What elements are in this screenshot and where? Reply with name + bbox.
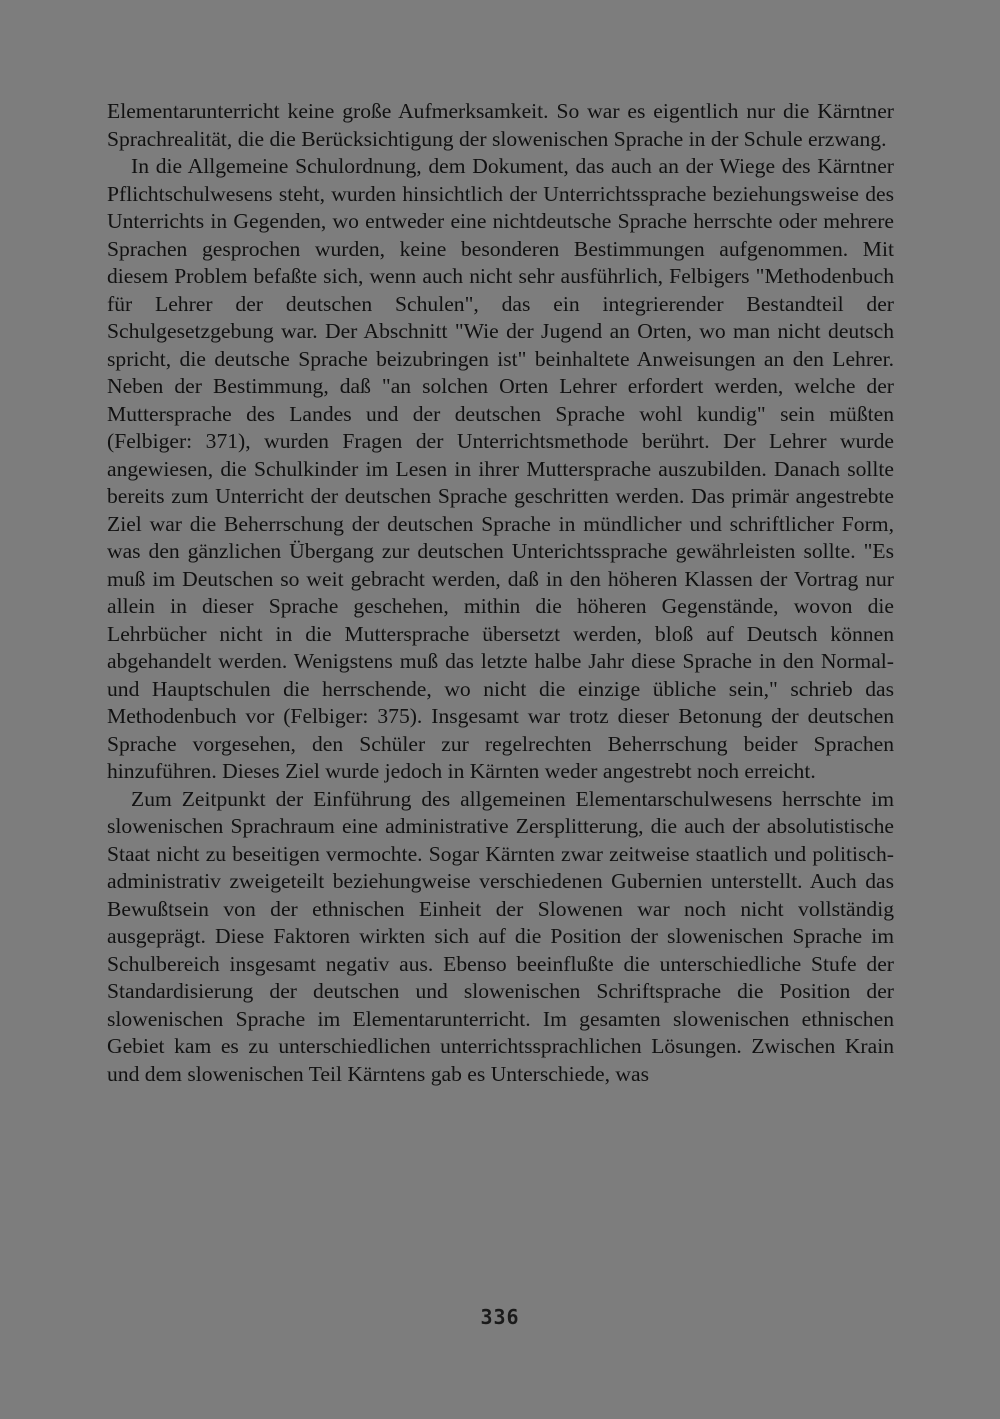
paragraph-continuation: Elementarunterricht keine große Aufmerksamkeit. So war es eigentlich nur die Kärntner Sprachrealität, die die Berücksichtigung der slowenischen Sprache in der Schule erzwang. [107,99,894,151]
page-number: 336 [480,1305,520,1329]
body-text [107,98,894,1088]
paragraph-zeitpunkt: Zum Zeitpunkt der Einführung des allgemeinen Elementarschulwesens herrschte im slowenischen Sprachraum eine administrative Zersplitterung, die auch der absolutistische Staat nicht zu beseitigen vermochte. Sogar Kärnten zwar zeitweise staatlich und politisch-administrativ zweigeteilt beziehungweise verschiedenen Gubernien unterstellt. Auch das Bewußtsein von der ethnischen Einheit der Slowenen war noch nicht vollständig ausgeprägt. Diese Faktoren wirkten sich auf die Position der slowenischen Sprache im Schulbereich insgesamt negativ aus. Ebenso beeinflußte die unterschiedliche Stufe der Standardisierung der deutschen und slowenischen Schriftsprache die Position der slowenischen Sprache im Elementarunterricht. Im gesamten slowenischen ethnischen Gebiet kam es zu unterschiedlichen unterrichtssprachlichen Lösungen. Zwischen Krain und dem slowenischen Teil Kärntens gab es Unterschiede, was [107,786,894,1086]
paragraph-schulordnung: In die Allgemeine Schulordnung, dem Dokument, das auch an der Wiege des Kärntner Pflichtschulwesens steht, wurden hinsichtlich der Unterrichtssprache beziehungsweise des Unterrichts in Gegenden, wo entweder eine nichtdeutsche Sprache herrschte oder mehrere Sprachen gesprochen wurden, keine besonderen Bestimmungen aufgenommen. Mit diesem Problem befaßte sich, wenn auch nicht sehr ausführlich, Felbigers "Methodenbuch für Lehrer der deutschen Schulen", das ein integrierender Bestandteil der Schulgesetzgebung war. Der Abschnitt "Wie der Jugend an Orten, wo man nicht deutsch spricht, die deutsche Sprache beizubringen ist" beinhaltete Anweisungen an den Lehrer. Neben der Bestimmung, daß "an solchen Orten Lehrer erfordert werden, welche der Muttersprache des Landes und der deutschen Sprache wohl kundig" sein müßten (Felbiger: 371), wurden Fragen der Unterrichtsmethode berührt. Der Lehrer wurde angewiesen, die Schulkinder im Lesen in ihrer Muttersprache auszubilden. Danach sollte bereits zum Unterricht der deutschen Sprache geschritten werden. Das primär angestrebte Ziel war die Beherrschung der deutschen Sprache in mündlicher und schriftlicher Form, was den gänzlichen Übergang zur deutschen Unterichtssprache gewährleisten sollte. "Es muß im Deutschen so weit gebracht werden, daß in den höheren Klassen der Vortrag nur allein in dieser Sprache geschehen, mithin die höheren Gegenstände, wovon die Lehrbücher nicht in die Muttersprache übersetzt werden, bloß auf Deutsch können abgehandelt werden. Wenigstens muß das letzte halbe Jahr diese Sprache in den Normal- und Hauptschulen die herrschende, wo nicht die einzige übliche sein," schrieb das Methodenbuch vor (Felbiger: 375). Insgesamt war trotz dieser Betonung der deutschen Sprache vorgesehen, den Schüler zur regelrechten Beherrschung beider Sprachen hinzuführen. Dieses Ziel wurde jedoch in Kärnten weder angestrebt noch erreicht. [107,154,894,783]
